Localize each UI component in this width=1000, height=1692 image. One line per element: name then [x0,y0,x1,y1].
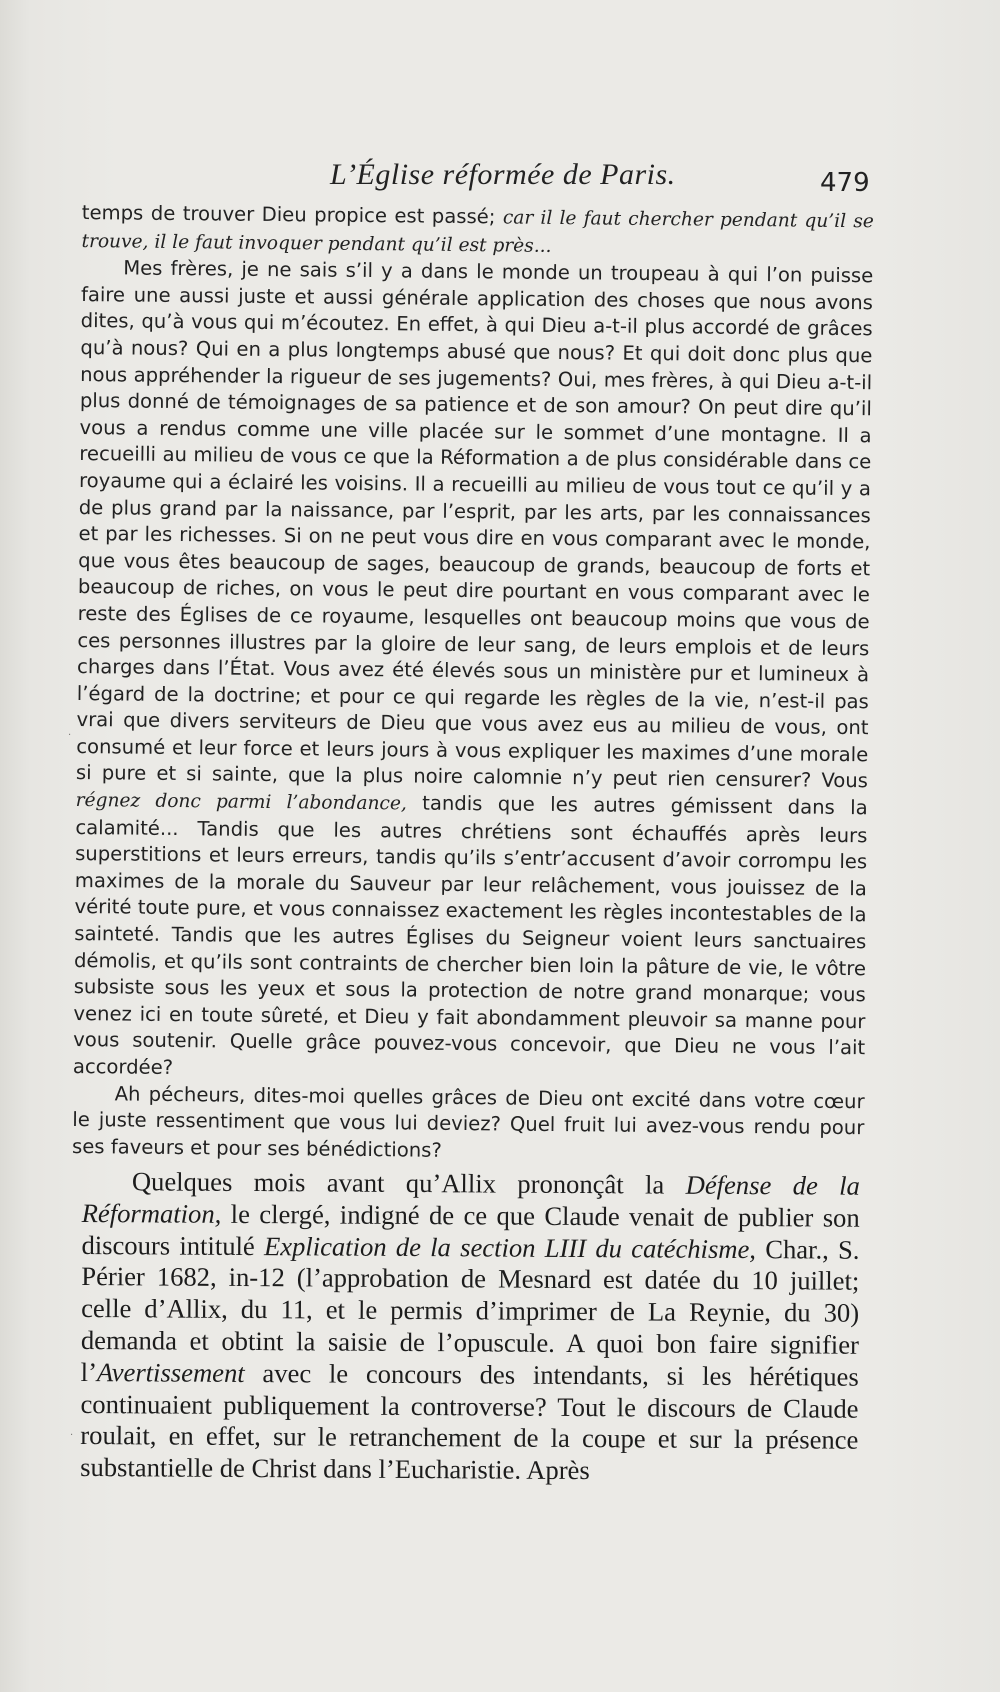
body-italic-defense-title: Défense de la Réformation, [81,1169,860,1229]
running-title: L’Église réformée de Paris. [330,158,676,191]
body-text-a: Quelques mois avant qu’Allix prononçât la [131,1166,686,1200]
page-number: 479 [820,168,870,198]
sermon-quotation [72,200,874,1169]
quote-p2-italic: régnez donc parmi l’abondance, [75,790,407,815]
quote-p1-text: temps de trouver Dieu propice est passé; [81,200,504,229]
quote-paragraph-3: Ah pécheurs, dites-moi quelles grâces de Dieu ont excité dans votre cœur le juste ressentiment que vous lui deviez? Quel fruit lui avez-vous rendu pour ses faveurs et pour ses bénédictions? [71,1081,865,1162]
body-italic-avertissement: Avertissement [96,1356,245,1388]
quote-p2-text-a: Mes frères, je ne sais s’il y a dans le monde un troupeau à qui l’on puisse faire une aussi juste et aussi générale application des choses que nous avons dites, qu’à vous qui m’écoutez. En effet, à qui Dieu a-t-il plus accordé de grâces qu’à nous? Qui en a plus longtemps abusé que nous? Et qui doit donc plus que nous appréhender la rigueur de ses jugements? Oui, mes frères, à qui Dieu a-t-il plus donné de témoignages de sa patience et de son amour? On peut dire qu’il vous a rendus comme une ville placée sur le sommet d’une montagne. Il a recueilli au milieu de vous ce que la Réformation a de plus considérable dans ce royaume qui a éclairé les voisins. Il a recueilli au milieu de vous tout ce qu’il y a de plus grand par la naissance, par l’esprit, par les arts, par les connaissances et par les richesses. Si on ne peut vous dire en vous comparant avec le monde, que vous êtes beaucoup de sages, beaucoup de grands, beaucoup de forts et beaucoup de riches, on vous le peut dire pourtant en vous comparant avec le reste des Églises de ce royaume, lesquelles ont beaucoup moins que vous de ces personnes illustres par la gloire de leur sang, de leurs emplois et de leurs charges dans l’État. Vous avez été élevés sous un ministère pur et lumineux à l’égard de la doctrine; et pour ce qui regarde les règles de la vie, n’est-il pas vrai que divers serviteurs de Dieu que vous avez eus au milieu de vous, ont consumé et leur force et leurs jours à vous expliquer les maximes d’une morale si pure et si sainte, que la plus noire calomnie n’y peut rien censurer? Vous [75,256,874,793]
quote-paragraph-2 [73,255,874,1089]
body-text-c: Char., S. Périer 1682, in-12 (l’approbation de Mesnard est datée du 10 juillet; celle d’Allix, du 11, et le permis d’imprimer de La Reynie, du 30) demanda et obtint la saisie de l’opuscule. A quoi bon faire signifier l’ [80,1233,860,1387]
body-text-b: le clergé, indigné de ce que Claude venait de publier son discours intitulé [81,1198,860,1261]
body-paragraph [80,1166,860,1489]
paper-speck: · [70,1430,74,1441]
body-italic-explication-title: Explication de la section LIII du catéchisme, [263,1230,757,1264]
paper-speck: · [68,730,72,741]
quote-p1-italic: car il le faut chercher pendant qu’il se trouve, il le faut invoquer pendant qu’il est près... [81,207,874,257]
body-text-d: avec le concours des intendants, si les hérétiques continuaient publiquement la controverse? Tout le discours de Claude roulait, en effet, sur le retranchement de la coupe et sur la présence substantielle de Christ dans l’Eucharistie. Après [80,1357,859,1486]
page-header [0,158,1000,198]
body-paragraph-1 [80,1166,860,1489]
quote-p2-text-b: tandis que les autres gémissent dans la calamité... Tandis que les autres chrétiens sont échauffés après leurs superstitions et leurs erreurs, tandis qu’ils s’entr’accusent d’avoir corrompu les maximes de la morale du Sauveur par leur relâchement, vous jouissez de la vérité toute pure, et vous connaissez exactement les règles incontestables de la sainteté. Tandis que les autres Églises du Seigneur voient leurs sanctuaires démolis, et qu’ils sont contraints de chercher bien loin la pâture de vie, le vôtre subsiste sous les yeux et sous la protection de notre grand monarque; vous venez ici en toute sûreté, et Dieu y fait abondamment pleuvoir sa manne pour vous soutenir. Quelle grâce pouvez-vous concevoir, que Dieu ne vous l’ait accordée? [72,791,868,1080]
quote-paragraph-1 [81,200,874,263]
